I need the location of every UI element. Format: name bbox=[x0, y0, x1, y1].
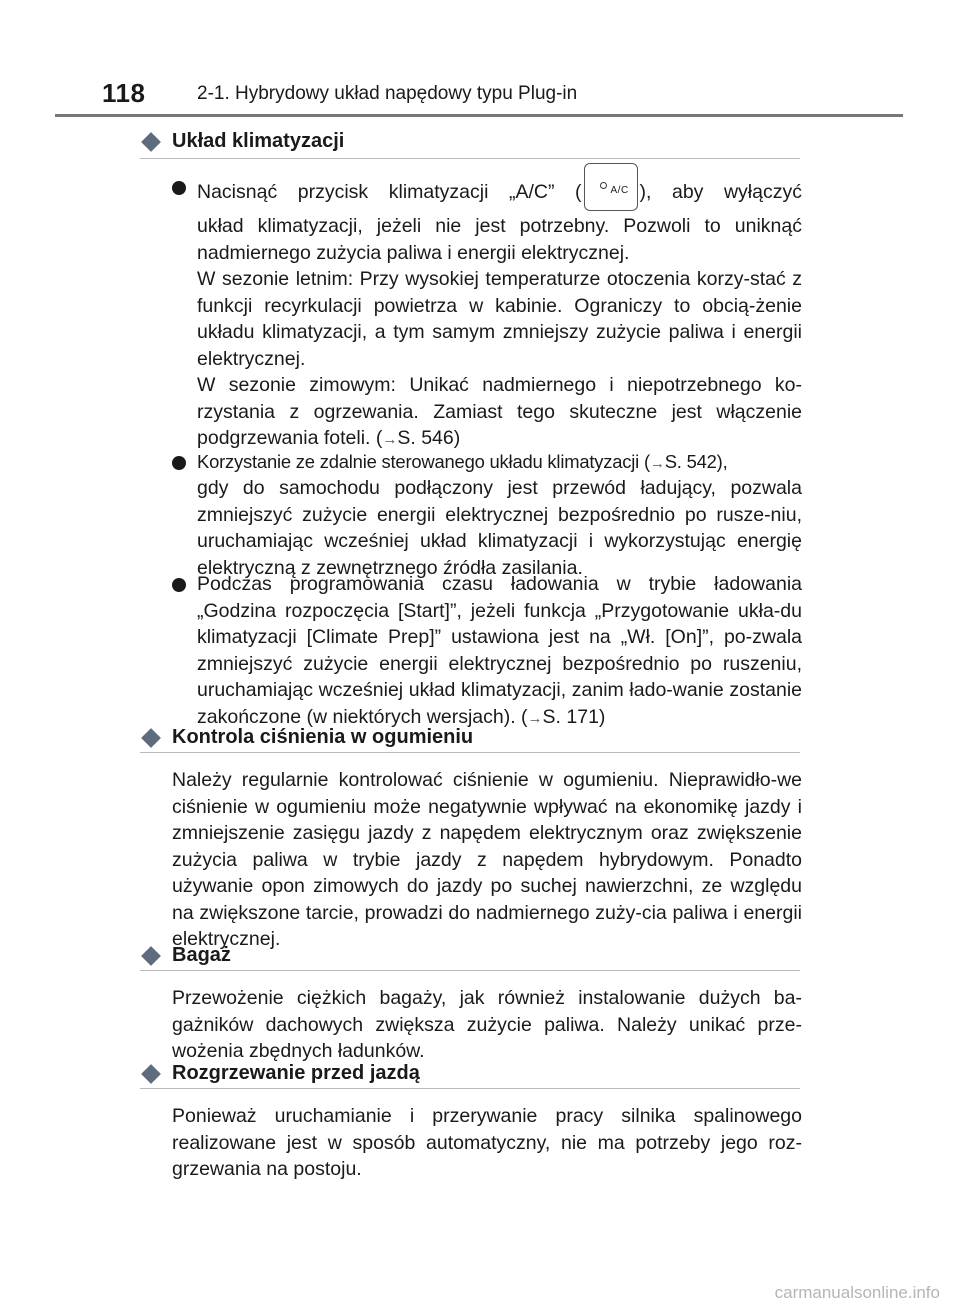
ac-bullet-2-rest: gdy do samochodu podłączony jest przewód ładujący, pozwala zmniejszyć zużycie energii elektrycznej bezpośrednio po rusze-niu, uruchamiając wcześniej układ klimatyzacji i wykorzystując energię elektryczną z zewnętrznego źródła zasilania. bbox=[197, 477, 802, 579]
page-number: 118 bbox=[102, 78, 146, 108]
arrow-icon: → bbox=[527, 709, 543, 727]
watermark: carmanualsonline.info bbox=[774, 1283, 940, 1302]
arrow-icon: → bbox=[649, 455, 665, 472]
section-title-luggage bbox=[140, 944, 231, 967]
bullet-icon bbox=[172, 578, 186, 592]
diamond-bullet-icon bbox=[141, 946, 161, 966]
section-title-tire bbox=[140, 726, 473, 749]
bullet-icon bbox=[172, 181, 186, 195]
diamond-bullet-icon bbox=[141, 1064, 161, 1084]
section-title-tire-text: Kontrola ciśnienia w ogumieniu bbox=[172, 726, 474, 748]
section-title-ac-text: Układ klimatyzacji bbox=[172, 130, 345, 152]
arrow-icon: → bbox=[382, 431, 398, 448]
ac-bullet-3 bbox=[197, 571, 802, 732]
ac-button-label: A/C bbox=[610, 185, 629, 196]
section-title-luggage-text: Bagaż bbox=[172, 944, 231, 966]
ac-bullet-1-part1: Nacisnąć przycisk klimatyzacji „A/C” ( bbox=[197, 181, 582, 204]
tire-paragraph: Należy regularnie kontrolować ciśnienie w ogumieniu. Nieprawidło-we ciśnienie w ogumieniu może negatywnie wpływać na ekonomikę jazdy i zmniejszenie zasięgu jazdy z napędem elektrycznym oraz zwiększenie zużycia paliwa w trybie jazdy z napędem hybrydowym. Ponadto używanie opon zimowych do jazdy po suchej nawierzchni, ze względu na zwiększone tarcie, prowadzi do nadmiernego zuży-cia paliwa i energii elektrycznej. bbox=[172, 769, 802, 950]
section-divider-luggage bbox=[140, 970, 800, 971]
ac-winter-ref: S. 546) bbox=[397, 427, 461, 449]
ac-winter-text: W sezonie zimowym: Unikać nadmiernego i niepotrzebnego ko-rzystania z ogrzewania. Zamiast tego skuteczne jest włączenie podgrzewania foteli. ( bbox=[197, 374, 802, 449]
ac-button-dot bbox=[600, 182, 607, 189]
section-divider-tire bbox=[140, 752, 800, 753]
ac-bullet-1-part2: ), aby wyłączyć bbox=[639, 181, 802, 204]
bullet-icon bbox=[172, 456, 186, 470]
diamond-bullet-icon bbox=[141, 728, 161, 748]
ac-summer-paragraph: W sezonie letnim: Przy wysokiej temperaturze otoczenia korzy-stać z funkcji recyrkulacji powietrza w kabinie. Ograniczy to obcią-żenie układu klimatyzacji, a tym samym zmniejszy zużycie paliwa i energii elektrycznej. bbox=[197, 268, 802, 370]
ac-bullet-3-ref: S. 171) bbox=[542, 705, 606, 728]
ac-bullet-1-first-line bbox=[197, 175, 802, 211]
section-title-warmup-text: Rozgrzewanie przed jazdą bbox=[172, 1062, 420, 1084]
ac-bullet-2-text: Korzystanie ze zdalnie sterowanego układu klimatyzacji ( bbox=[197, 451, 650, 472]
section-divider-warmup bbox=[140, 1088, 800, 1089]
chapter-title: 2-1. Hybrydowy układ napędowy typu Plug-in bbox=[197, 83, 578, 104]
section-title-warmup bbox=[140, 1062, 420, 1085]
page-header bbox=[0, 0, 960, 120]
section-title-ac bbox=[140, 130, 344, 153]
ac-bullet-2-first-line bbox=[197, 449, 802, 478]
warmup-paragraph: Ponieważ uruchamianie i przerywanie pracy silnika spalinowego realizowane jest w sposób automatyczny, nie ma potrzeby jego roz-grzewania na postoju. bbox=[172, 1105, 802, 1180]
ac-button-icon bbox=[584, 163, 638, 211]
diamond-bullet-icon bbox=[141, 132, 161, 152]
ac-bullet-1-continuation: układ klimatyzacji, jeżeli nie jest potrzebny. Pozwoli to uniknąć nadmiernego zużycia paliwa i energii elektrycznej. bbox=[197, 215, 802, 264]
ac-bullet-2-ref: S. 542), bbox=[664, 451, 728, 472]
header-divider bbox=[55, 114, 903, 117]
luggage-paragraph: Przewożenie ciężkich bagaży, jak również instalowanie dużych ba-gażników dachowych zwiększa zużycie paliwa. Należy unikać prze-wożenia zbędnych ładunków. bbox=[172, 987, 802, 1062]
section-divider-ac bbox=[140, 158, 800, 159]
ac-winter-paragraph bbox=[197, 372, 802, 454]
ac-bullet-3-text: Podczas programowania czasu ładowania w trybie ładowania „Godzina rozpoczęcia [Start]”, jeżeli funkcja „Przygotowanie ukła-du klimatyzacji [Climate Prep]” ustawiona jest na „Wł. [On]”, po-zwala zmniejszyć zużycie energii elektrycznej bezpośrednio po ruszeniu, uruchamiając wcześniej układ klimatyzacji, zanim łado-wanie zostanie zakończone (w niektórych wersjach). ( bbox=[197, 573, 802, 728]
